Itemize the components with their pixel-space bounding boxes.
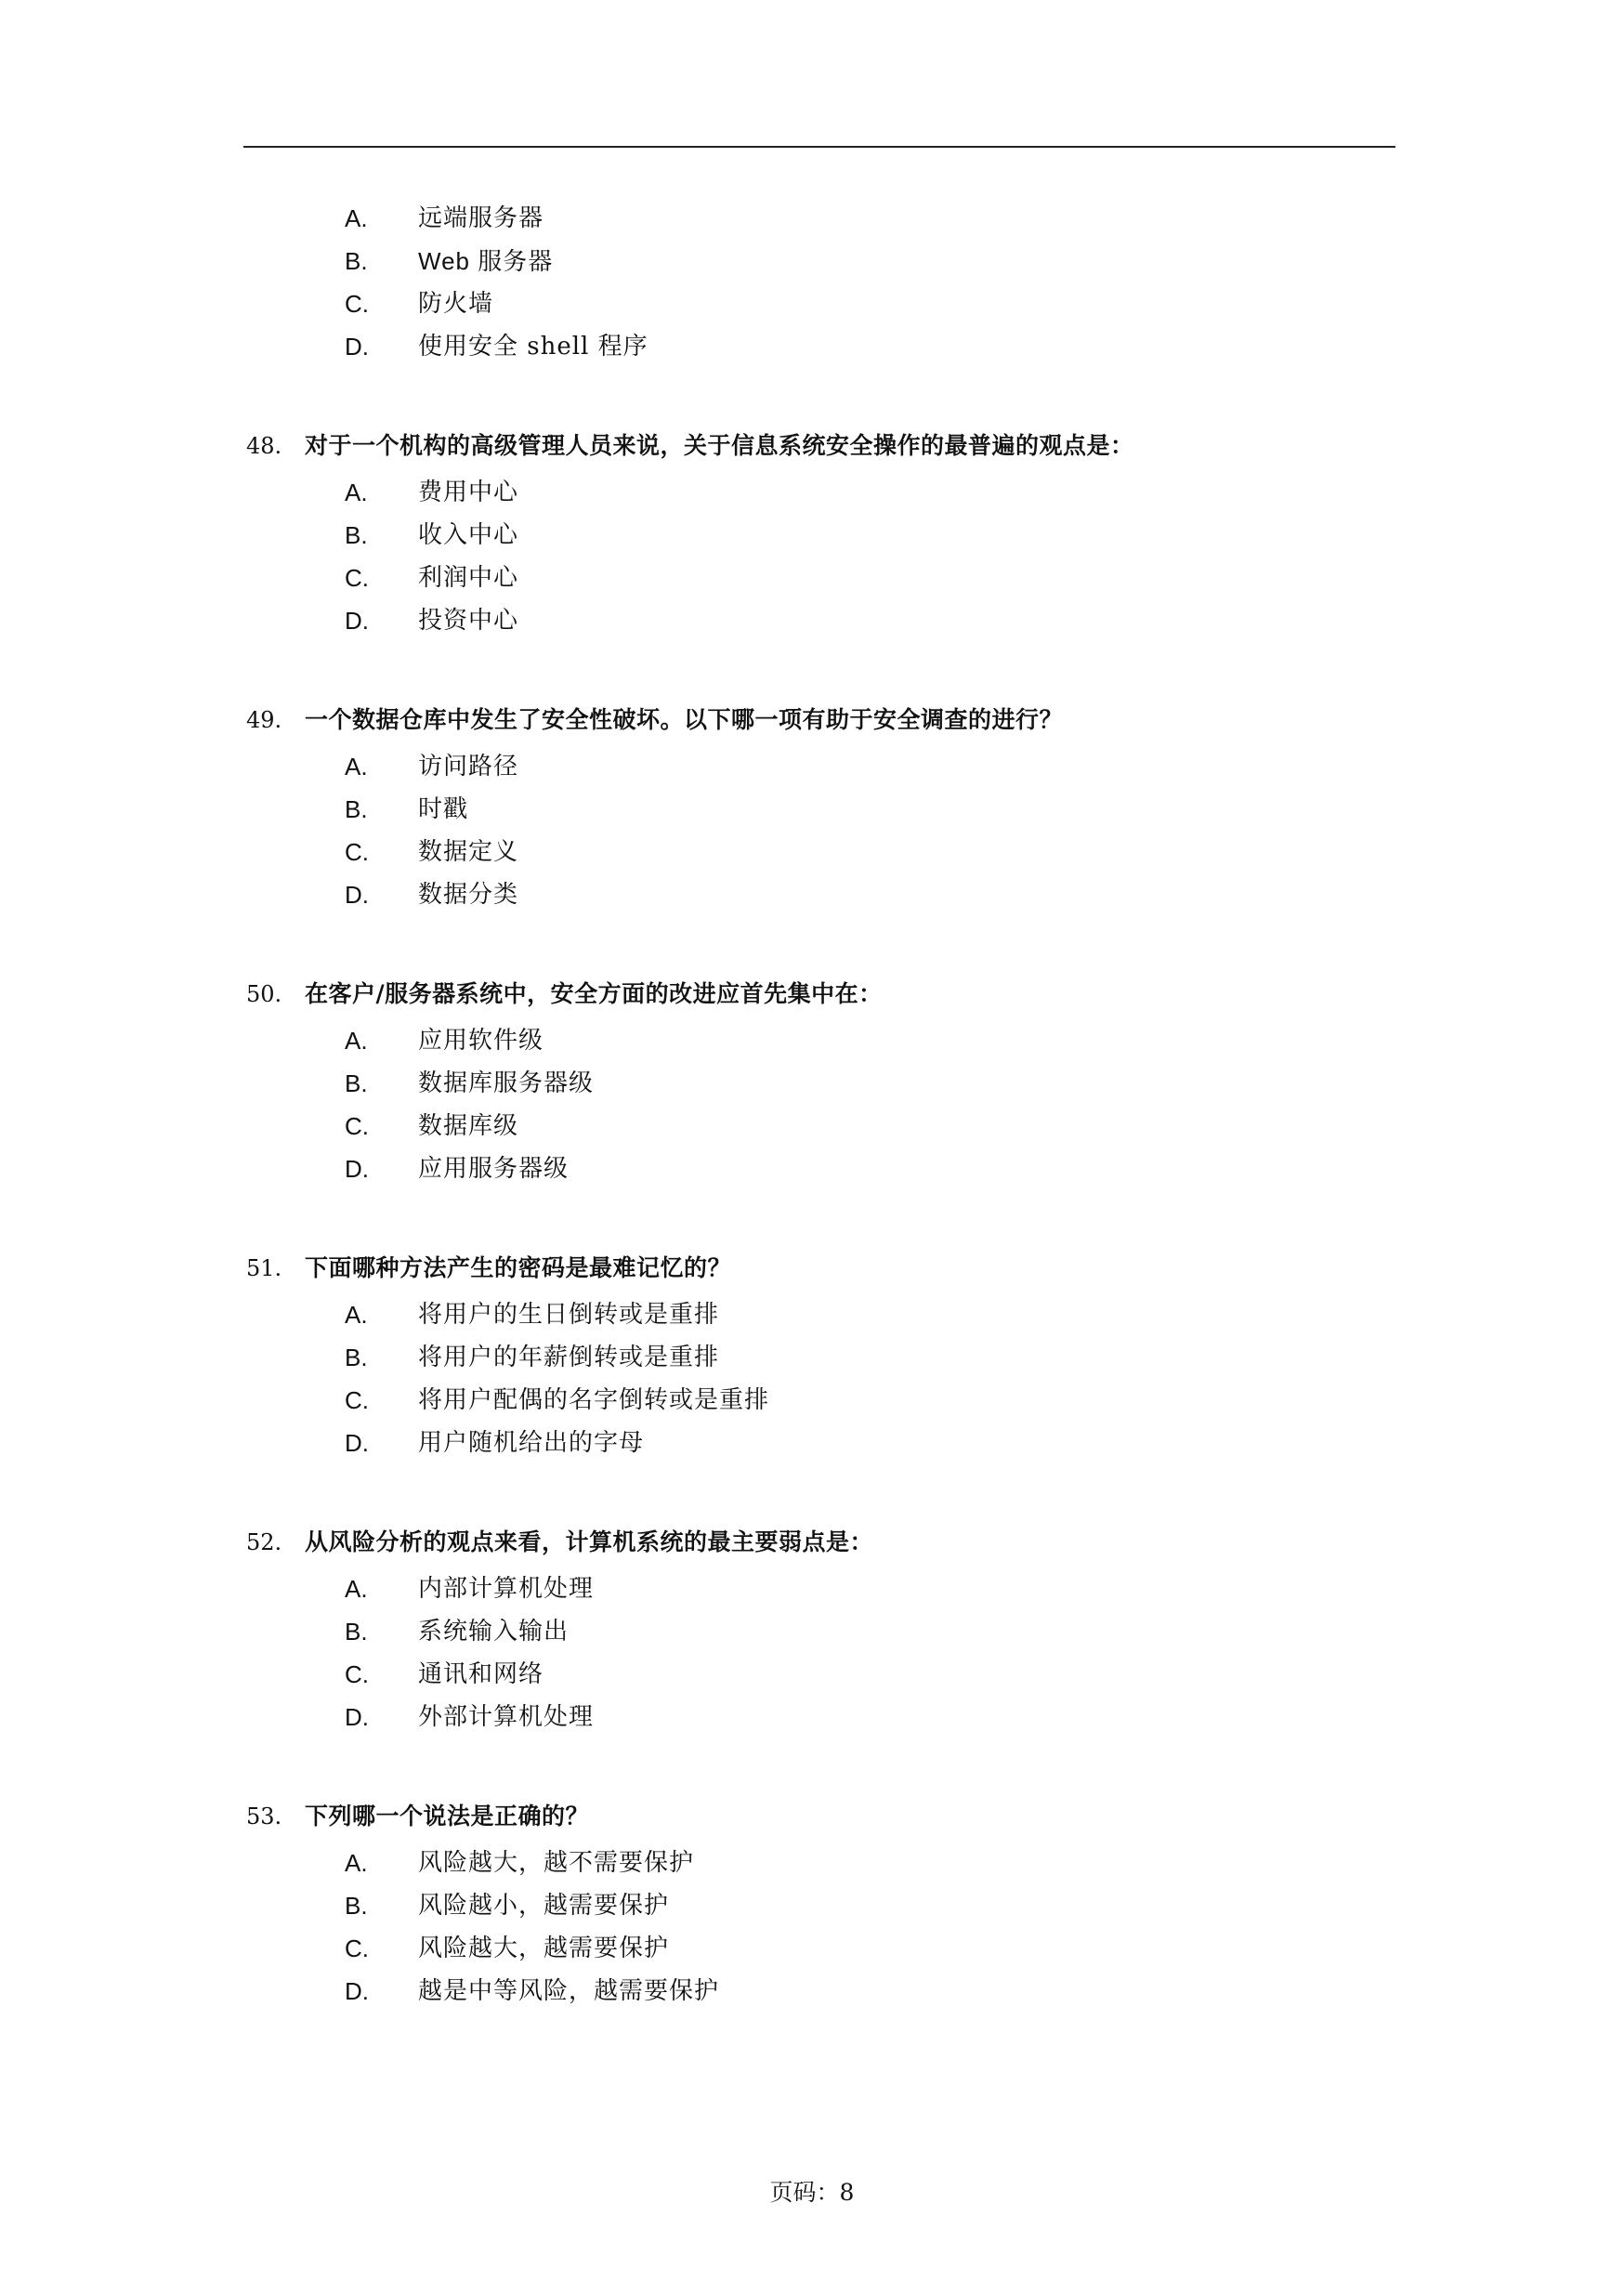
q52-option-a (0, 1570, 1624, 1607)
option-text: 数据分类 (418, 881, 519, 909)
q52-option-b (0, 1613, 1624, 1650)
question-text: 对于一个机构的高级管理人员来说，关于信息系统安全操作的最普遍的观点是： (305, 432, 1134, 459)
option-text: Web 服务器 (418, 247, 554, 275)
q50-option-c (0, 1108, 1624, 1145)
option-letter: A. (345, 204, 368, 232)
q52-option-d (0, 1698, 1624, 1736)
header-rule (243, 146, 1395, 148)
q50-option-d (0, 1150, 1624, 1187)
option-text: 收入中心 (418, 521, 519, 549)
q51-option-b (0, 1339, 1624, 1376)
option-text: 时戳 (418, 795, 469, 823)
option-text: 防火墙 (418, 290, 494, 318)
question-53 (0, 1798, 1624, 1835)
option-letter: B. (345, 521, 368, 549)
option-text: 远端服务器 (418, 204, 544, 232)
option-text: 使用安全 shell 程序 (418, 333, 648, 361)
question-text: 一个数据仓库中发生了安全性破坏。以下哪一项有助于安全调查的进行？ (305, 706, 1064, 733)
option-letter: D. (345, 1703, 369, 1731)
option-text: 通讯和网络 (418, 1660, 544, 1688)
option-text: 将用户配偶的名字倒转或是重排 (418, 1386, 770, 1414)
q48-option-c (0, 559, 1624, 597)
option-letter: A. (345, 753, 368, 780)
option-text: 利润中心 (418, 564, 519, 592)
option-letter: C. (345, 1934, 369, 1962)
question-52 (0, 1524, 1624, 1561)
option-letter: C. (345, 1386, 369, 1414)
question-number: 51. (246, 1255, 282, 1281)
option-text: 用户随机给出的字母 (418, 1429, 645, 1457)
option-letter: D. (345, 1977, 369, 2005)
q51-option-d (0, 1424, 1624, 1462)
carryover-option-b (0, 243, 1624, 280)
question-text: 下面哪种方法产生的密码是最难记忆的？ (305, 1254, 732, 1281)
q53-option-a (0, 1844, 1624, 1882)
option-letter: C. (345, 290, 369, 318)
q51-option-c (0, 1382, 1624, 1419)
option-text: 将用户的年薪倒转或是重排 (418, 1344, 720, 1371)
question-number: 50. (246, 981, 282, 1007)
option-text: 投资中心 (418, 607, 519, 635)
question-50 (0, 976, 1624, 1013)
option-letter: B. (345, 1618, 368, 1646)
q49-option-d (0, 876, 1624, 913)
option-text: 访问路径 (418, 753, 519, 780)
question-text: 在客户/服务器系统中，安全方面的改进应首先集中在： (305, 980, 883, 1007)
q52-option-c (0, 1656, 1624, 1693)
question-number: 49. (246, 707, 282, 733)
option-letter: D. (345, 1429, 369, 1457)
question-number: 53. (246, 1803, 282, 1830)
option-text: 风险越大，越需要保护 (418, 1934, 670, 1962)
option-text: 风险越小，越需要保护 (418, 1892, 670, 1920)
carryover-option-a (0, 200, 1624, 237)
option-letter: A. (345, 1027, 368, 1055)
q48-option-d (0, 602, 1624, 639)
q50-option-b (0, 1065, 1624, 1102)
q53-option-d (0, 1973, 1624, 2010)
option-letter: C. (345, 838, 369, 866)
carryover-option-c (0, 285, 1624, 322)
option-text: 内部计算机处理 (418, 1575, 595, 1603)
option-text: 应用服务器级 (418, 1155, 570, 1183)
q49-option-a (0, 748, 1624, 785)
option-letter: B. (345, 247, 368, 275)
option-letter: B. (345, 795, 368, 823)
option-letter: A. (345, 479, 368, 506)
option-letter: D. (345, 607, 369, 635)
option-letter: C. (345, 564, 369, 592)
option-text: 外部计算机处理 (418, 1703, 595, 1731)
option-text: 费用中心 (418, 479, 519, 506)
question-49 (0, 702, 1624, 739)
question-text: 从风险分析的观点来看，计算机系统的最主要弱点是： (305, 1528, 874, 1555)
q48-option-b (0, 517, 1624, 554)
question-51 (0, 1250, 1624, 1287)
option-letter: A. (345, 1849, 368, 1877)
question-48 (0, 427, 1624, 465)
option-text: 越是中等风险，越需要保护 (418, 1977, 720, 2005)
q53-option-c (0, 1930, 1624, 1967)
q49-option-c (0, 833, 1624, 871)
q50-option-a (0, 1022, 1624, 1059)
option-letter: D. (345, 881, 369, 909)
carryover-option-d (0, 328, 1624, 365)
q51-option-a (0, 1296, 1624, 1333)
q53-option-b (0, 1887, 1624, 1924)
option-letter: B. (345, 1344, 368, 1371)
option-text: 应用软件级 (418, 1027, 544, 1055)
option-text: 将用户的生日倒转或是重排 (418, 1301, 720, 1329)
q49-option-b (0, 791, 1624, 828)
option-text: 风险越大，越不需要保护 (418, 1849, 695, 1877)
question-number: 48. (246, 433, 282, 459)
option-letter: B. (345, 1892, 368, 1920)
option-letter: A. (345, 1301, 368, 1329)
question-number: 52. (246, 1529, 282, 1555)
question-text: 下列哪一个说法是正确的？ (305, 1803, 590, 1830)
option-text: 数据库服务器级 (418, 1069, 595, 1097)
page-number: 页码：8 (769, 2179, 855, 2206)
option-text: 数据定义 (418, 838, 519, 866)
q48-option-a (0, 474, 1624, 511)
option-text: 系统输入输出 (418, 1618, 570, 1646)
page-footer (0, 2174, 1624, 2211)
option-letter: D. (345, 333, 369, 361)
option-letter: D. (345, 1155, 369, 1183)
option-letter: C. (345, 1660, 369, 1688)
option-letter: B. (345, 1069, 368, 1097)
option-text: 数据库级 (418, 1112, 519, 1140)
option-letter: C. (345, 1112, 369, 1140)
option-letter: A. (345, 1575, 368, 1603)
